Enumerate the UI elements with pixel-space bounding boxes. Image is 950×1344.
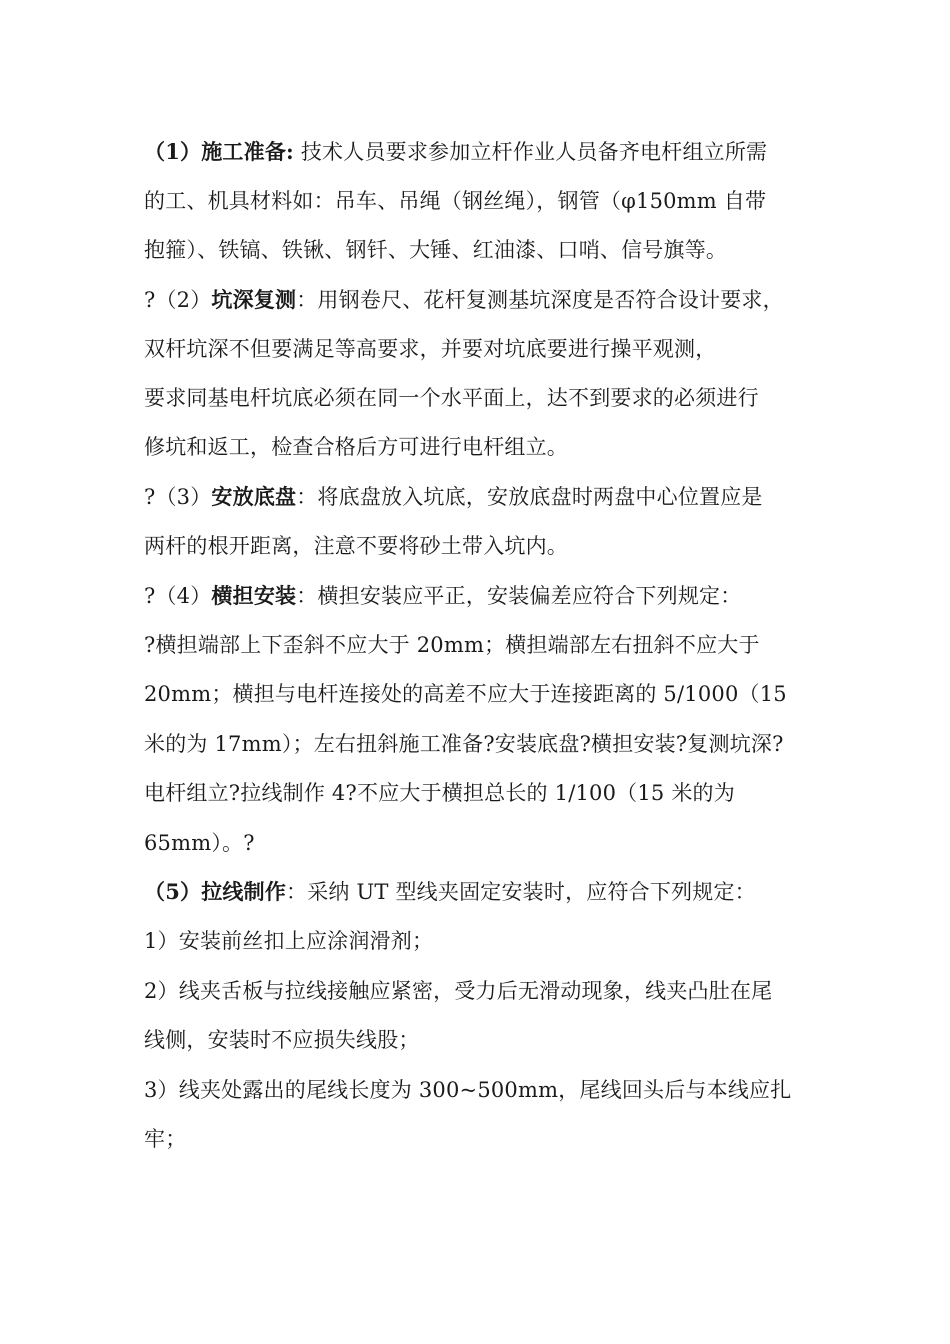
text-line bbox=[144, 976, 824, 1006]
line-prefix: ?（3） bbox=[144, 485, 212, 509]
line-text: 要求同基电杆坑底必须在同一个水平面上，达不到要求的必须进行 bbox=[144, 386, 759, 410]
line-text: 线侧，安装时不应损失线股； bbox=[144, 1028, 420, 1052]
line-text: 技术人员要求参加立杆作业人员备齐电杆组立所需 bbox=[293, 140, 768, 164]
line-text: 双杆坑深不但要满足等高要求，并要对坑底要进行操平观测， bbox=[144, 337, 717, 361]
line-text: ：用钢卷尺、花杆复测基坑深度是否符合设计要求， bbox=[296, 288, 784, 312]
text-line bbox=[144, 926, 824, 956]
text-line bbox=[144, 630, 824, 660]
text-line bbox=[144, 285, 824, 315]
section-heading: 拉线制作 bbox=[201, 879, 287, 904]
text-line bbox=[144, 581, 824, 611]
text-line bbox=[144, 877, 824, 907]
line-text: ：采纳 UT 型线夹固定安装时，应符合下列规定： bbox=[286, 880, 756, 904]
line-text: 3）线夹处露出的尾线长度为 300~500mm，尾线回头后与本线应扎 bbox=[144, 1078, 792, 1102]
line-text: 1）安装前丝扣上应涂润滑剂； bbox=[144, 929, 434, 953]
text-line bbox=[144, 1075, 824, 1105]
text-line bbox=[144, 778, 824, 808]
line-text: 米的为 17mm）；左右扭斜施工准备?安装底盘?横担安装?复测坑深? bbox=[144, 732, 784, 756]
line-text: 电杆组立?拉线制作 4?不应大于横担总长的 1/100（15 米的为 bbox=[144, 781, 735, 805]
line-text: 65mm）。? bbox=[144, 831, 255, 855]
text-line bbox=[144, 137, 824, 167]
text-line bbox=[144, 729, 824, 759]
line-prefix: ?（2） bbox=[144, 288, 212, 312]
line-text: 修坑和返工，检查合格后方可进行电杆组立。 bbox=[144, 435, 568, 459]
line-text: ?横担端部上下歪斜不应大于 20mm；横担端部左右扭斜不应大于 bbox=[144, 633, 760, 657]
line-text: 的工、机具材料如：吊车、吊绳（钢丝绳），钢管（φ150mm 自带 bbox=[144, 189, 767, 213]
section-heading: 坑深复测 bbox=[211, 287, 297, 312]
line-prefix: （5） bbox=[144, 879, 202, 904]
text-line bbox=[144, 531, 824, 561]
line-text: 两杆的根开距离，注意不要将砂土带入坑内。 bbox=[144, 534, 568, 558]
line-prefix: （1） bbox=[144, 139, 202, 164]
text-line bbox=[144, 1025, 824, 1055]
line-text: ：横担安装应平正，安装偏差应符合下列规定： bbox=[296, 584, 742, 608]
text-line bbox=[144, 1124, 824, 1154]
line-prefix: ?（4） bbox=[144, 584, 212, 608]
text-line bbox=[144, 828, 824, 858]
line-text: 抱箍）、铁镐、铁锹、钢钎、大锤、红油漆、口哨、信号旗等。 bbox=[144, 238, 728, 262]
line-text: 牢； bbox=[144, 1127, 187, 1151]
line-text: 2）线夹舌板与拉线接触应紧密，受力后无滑动现象，线夹凸肚在尾 bbox=[144, 979, 773, 1003]
text-line bbox=[144, 383, 824, 413]
section-heading: 施工准备: bbox=[201, 139, 294, 164]
section-heading: 安放底盘 bbox=[211, 484, 297, 509]
text-line bbox=[144, 235, 824, 265]
text-line bbox=[144, 186, 824, 216]
text-line bbox=[144, 334, 824, 364]
line-text: ：将底盘放入坑底，安放底盘时两盘中心位置应是 bbox=[296, 485, 763, 509]
text-line bbox=[144, 482, 824, 512]
text-line bbox=[144, 679, 824, 709]
line-text: 20mm；横担与电杆连接处的高差不应大于连接距离的 5/1000（15 bbox=[144, 682, 787, 706]
section-heading: 横担安装 bbox=[211, 583, 297, 608]
text-line bbox=[144, 432, 824, 462]
